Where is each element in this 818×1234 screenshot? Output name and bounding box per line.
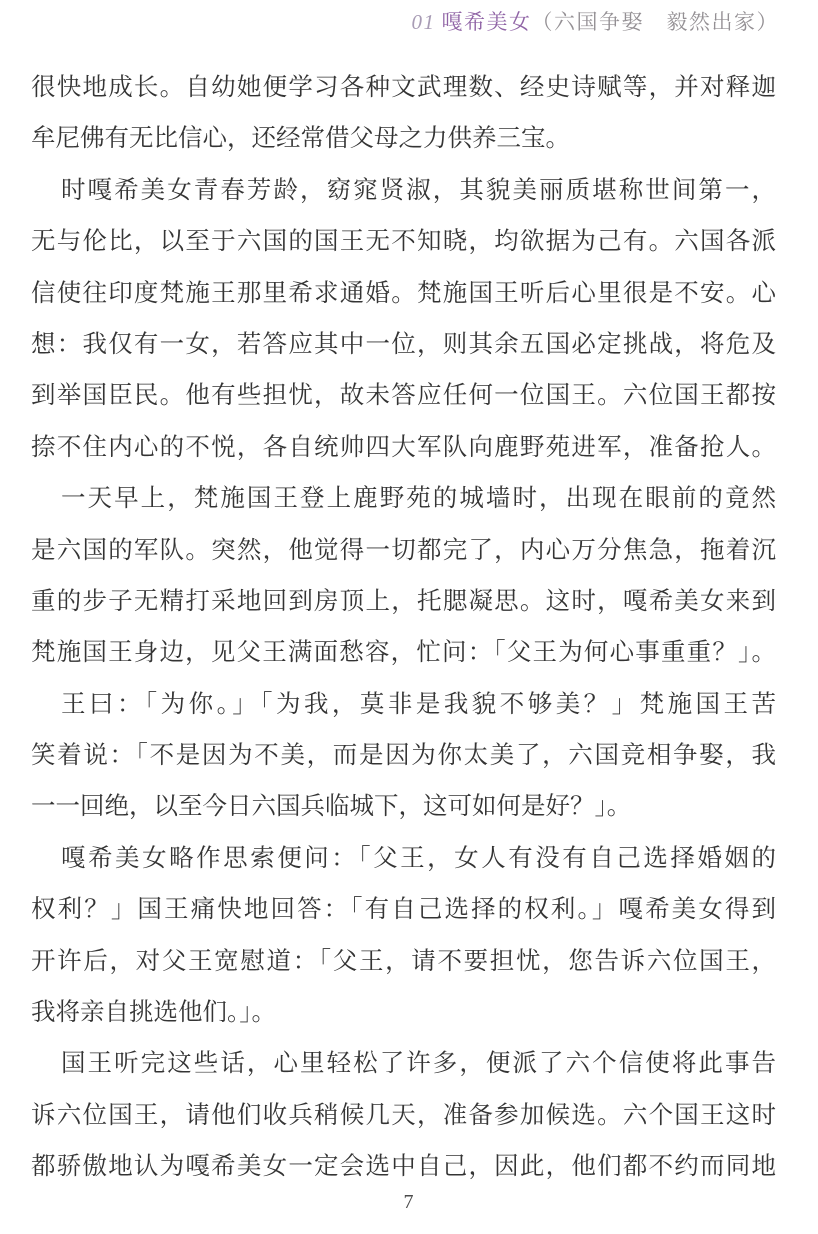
running-header <box>412 9 780 36</box>
chapter-subtitle: （六国争娶 毅然出家） <box>531 10 779 34</box>
text-line: 开许后，对父王宽慰道：「父王，请不要担忧，您告诉六位国王， <box>31 947 776 975</box>
text-line: 时嘎希美女青春芳龄，窈窕贤淑，其貌美丽质堪称世间第一， <box>61 176 776 204</box>
text-line: 很快地成长。自幼她便学习各种文武理数、经史诗赋等，并对释迦 <box>31 74 776 101</box>
text-line: 权利？」国王痛快地回答：「有自己选择的权利。」嘎希美女得到 <box>31 896 776 924</box>
chapter-title: 嘎希美女 <box>441 10 532 34</box>
text-line: 王曰：「为你。」「为我，莫非是我貌不够美？」梵施国王苦 <box>61 690 776 718</box>
text-line: 重的步子无精打采地回到房顶上，托腮凝思。这时，嘎希美女来到 <box>31 587 776 615</box>
text-line: 嘎希美女略作思索便问：「父王，女人有没有自己选择婚姻的 <box>61 844 776 872</box>
text-line: 都骄傲地认为嘎希美女一定会选中自己，因此，他们都不约而同地 <box>31 1153 776 1181</box>
text-line: 想：我仅有一女，若答应其中一位，则其余五国必定挑战，将危及 <box>31 330 776 358</box>
chapter-number: 01 <box>411 10 436 34</box>
text-line: 笑着说：「不是因为不美，而是因为你太美了，六国竞相争娶，我 <box>31 742 776 770</box>
text-line: 是六国的军队。突然，他觉得一切都完了，内心万分焦急，拖着沉 <box>31 536 776 564</box>
text-line: 到举国臣民。他有些担忧，故未答应任何一位国王。六位国王都按 <box>31 382 776 410</box>
text-line: 无与伦比，以至于六国的国王无不知晓，均欲据为己有。六国各派 <box>31 228 776 256</box>
text-line: 信使往印度梵施王那里希求通婚。梵施国王听后心里很是不安。心 <box>31 279 776 307</box>
text-line: 一一回绝，以至今日六国兵临城下，这可如何是好？」。 <box>31 793 632 821</box>
text-line: 牟尼佛有无比信心，还经常借父母之力供养三宝。 <box>31 125 570 153</box>
text-line: 我将亲自挑选他们。」。 <box>31 999 276 1027</box>
text-line: 梵施国王身边，见父王满面愁容，忙问：「父王为何心事重重？」。 <box>31 639 776 667</box>
text-line: 捺不住内心的不悦，各自统帅四大军队向鹿野苑进军，准备抢人。 <box>31 433 776 461</box>
page-number: 7 <box>403 1191 415 1213</box>
text-line: 国王听完这些话，心里轻松了许多，便派了六个信使将此事告 <box>61 1050 776 1078</box>
text-line: 一天早上，梵施国王登上鹿野苑的城墙时，出现在眼前的竟然 <box>61 485 776 513</box>
text-line: 诉六位国王，请他们收兵稍候几天，准备参加候选。六个国王这时 <box>31 1101 776 1129</box>
body-text <box>31 62 776 1193</box>
